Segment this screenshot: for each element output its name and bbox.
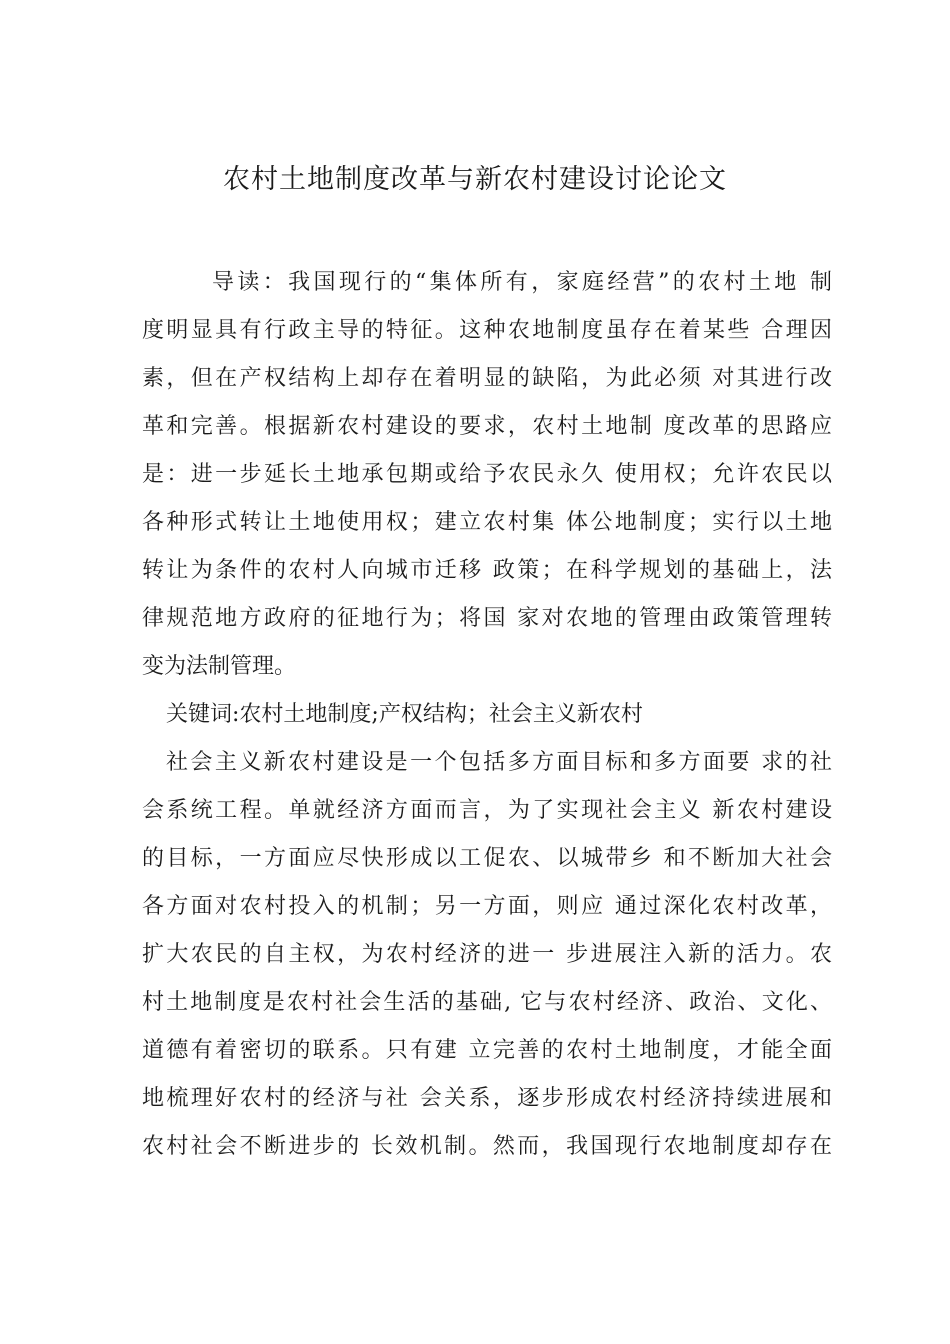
body-line: 各方面对农村投入的机制；另一方面，则应 通过深化农村改革，	[142, 894, 832, 919]
abstract-line: 转让为条件的农村人向城市迁移 政策；在科学规划的基础上，法	[142, 558, 832, 583]
abstract-line: 是：进一步延长土地承包期或给予农民永久 使用权；允许农民以	[142, 462, 832, 487]
document-body	[142, 259, 832, 1171]
body-line: 的目标，一方面应尽快形成以工促农、以城带乡 和不断加大社会	[142, 846, 832, 871]
body-line: 农村社会不断进步的 长效机制。然而，我国现行农地制度却存在	[142, 1134, 832, 1159]
abstract-line: 导读：我国现行的“集体所有，家庭经营”的农村土地 制	[212, 270, 832, 295]
keywords-line: 关键词:农村土地制度;产权结构；社会主义新农村	[166, 702, 643, 727]
body-line: 会系统工程。单就经济方面而言，为了实现社会主义 新农村建设	[142, 798, 832, 823]
body-line: 社会主义新农村建设是一个包括多方面目标和多方面要 求的社	[166, 750, 832, 775]
body-line: 村土地制度是农村社会生活的基础, 它与农村经济、政治、文化、	[142, 990, 832, 1015]
abstract-line: 律规范地方政府的征地行为；将国 家对农地的管理由政策管理转	[142, 606, 832, 631]
body-line: 地梳理好农村的经济与社 会关系，逐步形成农村经济持续进展和	[142, 1086, 832, 1111]
abstract-line: 革和完善。根据新农村建设的要求，农村土地制 度改革的思路应	[142, 414, 832, 439]
abstract-line: 各种形式转让土地使用权；建立农村集 体公地制度；实行以土地	[142, 510, 832, 535]
abstract-line: 度明显具有行政主导的特征。这种农地制度虽存在着某些 合理因	[142, 318, 832, 343]
body-line: 道德有着密切的联系。只有建 立完善的农村土地制度，才能全面	[142, 1038, 832, 1063]
abstract-line: 素，但在产权结构上却存在着明显的缺陷，为此必须 对其进行改	[142, 366, 832, 391]
abstract-line: 变为法制管理。	[142, 654, 297, 679]
body-line: 扩大农民的自主权，为农村经济的进一 步进展注入新的活力。农	[142, 942, 832, 967]
document-title: 农村土地制度改革与新农村建设讨论论文	[223, 164, 727, 195]
